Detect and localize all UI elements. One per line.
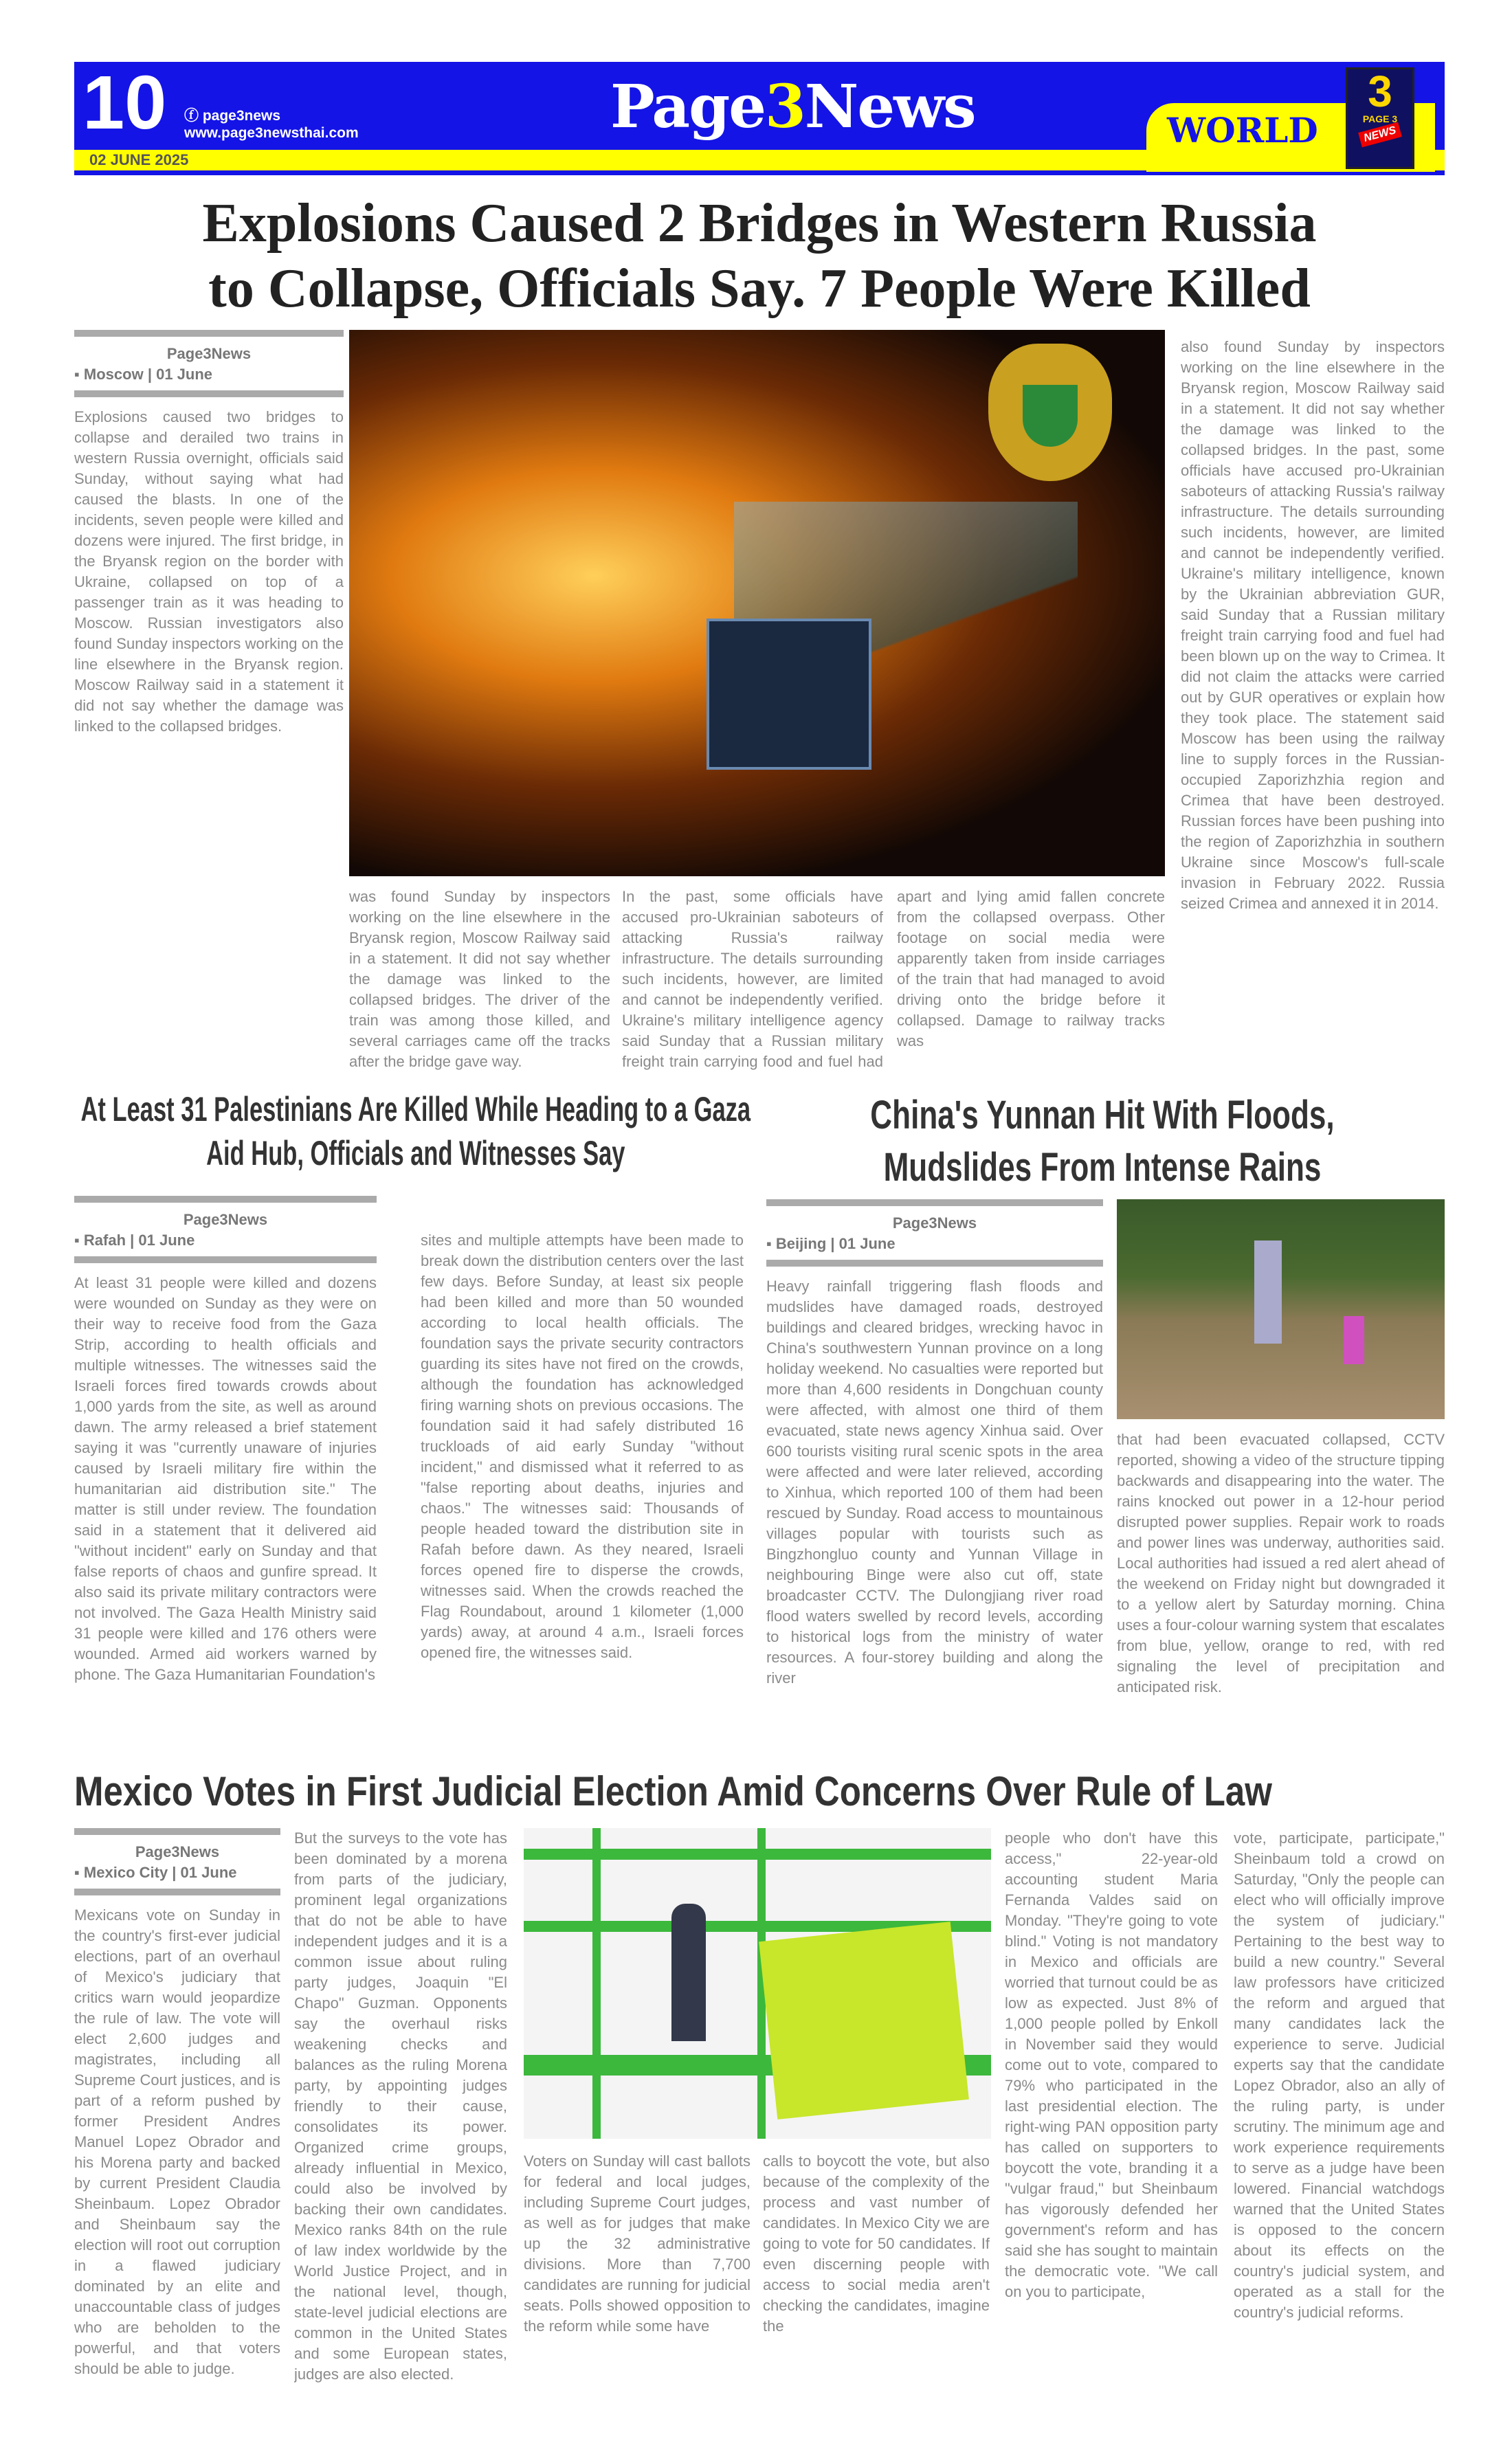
logo-part-news: News (804, 72, 975, 142)
mexico-body-text: But the surveys to the vote has been dominated by a morena from parts of the judiciary, prominent legal organizations that do not be able to have independent judges and it is a common issue about ruling party judges, Joaquin "El Chapo" Guzman. Opponents say the overhaul risks weakening checks and balances as the ruling Morena party, by appointing judges friendly to their cause, consolidates its power. Organized crime groups, already influential in Mexico, could also be involved by backing their own candidates. Mexico ranks 84th on the rule of law index worldwide by the World Justice Project, and in the national level, though, state-level judicial elections are common in the United States and some European states, judges are also elected. (294, 1829, 507, 2383)
russia-body-text: In the past, some officials have accused pro-Ukrainian saboteurs of attacking Russia's railway infrastructure. The details surrounding such incidents, however, are limited and cannot be independently verified. Ukraine's military intelligence agency said Sunday that a Russian military freight train carrying food and fuel had (622, 888, 883, 1070)
masthead (74, 62, 1445, 175)
china-headline (763, 1089, 1442, 1194)
russia-headline (74, 191, 1445, 322)
russia-dateline: ▪ Moscow | 01 June (74, 364, 344, 397)
issue-date: 02 JUNE 2025 (89, 151, 189, 168)
russia-column-3 (622, 887, 883, 1072)
photo-person (1344, 1316, 1364, 1364)
badge-number: 3 (1368, 67, 1392, 116)
china-column-1 (766, 1199, 1103, 1749)
mexico-column-3 (524, 2151, 751, 2385)
facebook-icon: ⓕ (184, 108, 203, 124)
emblem-eagle-icon (988, 344, 1112, 481)
china-byline: Page3News (766, 1199, 1103, 1234)
mexico-body-text: Voters on Sunday will cast ballots for federal and local judges, including Supreme Court judges, as well as for judges that make up the 32 administrative divisions. More than 7,700 candidates are running for judicial seats. Polls showed opposition to the reform while some have (524, 2152, 751, 2335)
mexico-column-4 (763, 2151, 990, 2385)
mexico-body-text: Mexicans vote on Sunday in the country's first-ever judicial elections, part of an overhaul of Mexico's judiciary that critics warn would jeopardize the rule of law. The vote will elect 2,600 judges and magistrates, including all Supreme Court justices, and is part of a reform pushed by former President Andres Manuel Lopez Obrador and his Morena party and backed by current President Claudia Sheinbaum. Lopez Obrador and Sheinbaum say the election will root out corruption in a flawed judiciary dominated by an elite and unaccountable class of judges who are beholden to the powerful, and that voters should be able to judge. (74, 1906, 280, 2377)
china-headline-line1: China's Yunnan Hit With Floods, (870, 1093, 1335, 1137)
china-column-2 (1117, 1429, 1445, 1752)
russia-body-text: apart and lying amid fallen concrete from the collapsed overpass. Other footage on social media were apparently taken from inside carriages of the train that had managed to avoid driving onto the bridge before it collapsed. Damage to railway tracks was (897, 888, 1165, 1049)
russia-dateline-text: Moscow | 01 June (83, 366, 213, 383)
page-number: 10 (82, 60, 167, 145)
gaza-headline: At Least 31 Palestinians Are Killed While Heading to a Gaza Aid Hub, Officials and Witnesses Say (80, 1090, 751, 1172)
gaza-dateline-text: Rafah | 01 June (83, 1232, 195, 1249)
china-dateline: ▪ Beijing | 01 June (766, 1234, 1103, 1267)
facebook-handle-text: page3news (202, 108, 281, 124)
gaza-dateline: ▪ Rafah | 01 June (74, 1230, 377, 1263)
election-poster (759, 1922, 969, 2119)
russia-headline-line2: to Collapse, Officials Say. 7 People Were Killed (208, 258, 1311, 319)
china-dateline-text: Beijing | 01 June (775, 1235, 896, 1252)
page3-badge-logo (1346, 67, 1414, 169)
russia-body-text: also found Sunday by inspectors working on the line elsewhere in the Bryansk region, Moscow Railway said in a statement. It did not say whether the damage was linked to the collapsed bridges. In the past, some officials have accused pro-Ukrainian saboteurs of attacking Russia's railway infrastructure. The details surrounding such incidents, however, are limited and cannot be independently verified. Ukraine's military intelligence, known by the Ukrainian abbreviation GUR, said Sunday that a Russian military freight train carrying food and fuel had been blown up on the way to Crimea. It did not claim the attacks were carried out by GUR operatives or explain how they took place. The statement said Moscow has been using the railway line to supply forces in the Russian-occupied Zaporizhzhia region and Crimea that have been destroyed. Russian forces have been pushing into the region of Zaporizhzhia in southern Ukraine since Moscow's full-scale invasion in February 2022. Russia seized Crimea and annexed it in 2014. (1181, 338, 1445, 912)
russia-column-1 (74, 330, 344, 1072)
china-body-text: Heavy rainfall triggering flash floods and mudslides have damaged roads, destroyed buildings and cleared bridges, wrecking havoc in China's southwestern Yunnan province on a long holiday weekend. No casualties were reported but more than 4,600 residents in Dongchuan county were affected, with almost one third of them evacuated, state news agency Xinhua said. Over 600 tourists visiting rural scenic spots in the area were affected and were later relieved, according to Xinhua, which reported 100 of them had been rescued by Sunday. Road access to mountainous villages popular with tourists such as Bingzhongluo county and Yunnan Village in neighbouring Binge were also cut off, state broadcaster CCTV. The Dulongjiang river road flood waters swelled by record levels, according to historical logs from the ministry of water resources. A four-storey building and along the river (766, 1278, 1103, 1687)
photo-post (592, 1828, 601, 2139)
mexico-body-text: vote, participate, participate," Sheinbaum told a crowd on Saturday, "Only the people can elect who will officially improve the system of judiciary." Pertaining to the best way to build a new country." Several law professors have criticized the reform and argued that many candidates lack the experience to serve. Judicial experts say that the candidate Lopez Obrador, also an ally of the ruling party, is under scrutiny. The minimum age and work experience requirements to serve as a judge have been lowered. Financial watchdogs warned that the United States is opposed to the concern about its effects on the country's judicial system, and operated as a stall for the country's judicial reforms. (1234, 1829, 1445, 2321)
china-headline-line2: Mudslides From Intense Rains (883, 1145, 1322, 1190)
mexico-dateline: ▪ Mexico City | 01 June (74, 1862, 280, 1895)
russia-headline-line1: Explosions Caused 2 Bridges in Western Russia (202, 193, 1317, 254)
mexico-column-1 (74, 1828, 280, 2385)
russia-body-text: Explosions caused two bridges to collapse and derailed two trains in western Russia overnight, officials said Sunday, without saying what had caused the blasts. In one of the incidents, seven people were killed and dozens were injured. The first bridge, in the Bryansk region on the border with Ukraine, collapsed on top of a passenger train as it was heading to Moscow. Russian investigators also found Sunday inspectors working on the line elsewhere in the Bryansk region. Moscow Railway said in a statement it did not say whether the damage was linked to the collapsed bridges. (74, 408, 344, 735)
russia-column-5 (1181, 337, 1445, 1065)
russia-byline: Page3News (74, 330, 344, 364)
mexico-body-text: calls to boycott the vote, but also because of the complexity of the process and vast number of candidates. In Mexico City we are going to vote for 50 candidates. If even discerning people with access to social media aren't checking the candidates, imagine the (763, 2152, 990, 2335)
facebook-handle[interactable] (184, 104, 280, 125)
website-link[interactable]: www.page3newsthai.com (184, 125, 359, 141)
gaza-body-text: sites and multiple attempts have been made to break down the distribution centers over the last few days. Before Sunday, at least six people had been killed and more than 50 wounded according to local health officials. The foundation says the private security contractors guarding its sites have not fired on the crowds, although the foundation has acknowledged firing warning shots on previous occasions. The foundation said it had safely distributed 16 truckloads of aid early Sunday "without incident," and dismissed what it referred to as "false reporting about deaths, injuries and chaos." The witnesses said: Thousands of people headed toward the distribution site in Rafah before dawn. As they neared, Israeli forces opened fire to disperse the crowds, witnesses said. When the crowds reached the Flag Roundabout, around 1 kilometer (1,000 yards) away, at around 4 a.m., Israeli forces opened fire, the witnesses said. (421, 1232, 744, 1661)
badge-news: NEWS (1358, 122, 1402, 148)
photo-train-car (707, 619, 871, 770)
badge-label: PAGE 3 (1362, 113, 1398, 124)
newspaper-logo (610, 72, 975, 142)
mexico-body-text: people who don't have this access," 22-year-old accounting student Maria Fernanda Valdes said on Monday. "They're going to vote blind." Voting is not mandatory in Mexico and officials are worried that turnout could be as low as expected. Just 8% of 1,000 people polled by Enkoll in November said they would come out to vote, compared to 79% who participated in the last presidential election. The right-wing PAN opposition party has called on supporters to boycott the vote, branding it a "vulgar fraud," but Sheinbaum has vigorously defended her government's reform and has said she has sought to maintain the democratic vote. "We call on you to participate, (1005, 1829, 1218, 2300)
russia-bridge-collapse-photo (349, 330, 1165, 876)
mexico-byline: Page3News (74, 1828, 280, 1862)
russia-body-text: was found Sunday by inspectors working on the line elsewhere in the Bryansk region, Moscow Railway said in a statement. It did not say whether the damage was linked to the collapsed bridges. The driver of the train was among those killed, and several carriages came off the tracks after the bridge gave way. (349, 888, 610, 1070)
mexico-column-2 (294, 1828, 507, 2385)
mexico-election-photo (524, 1828, 991, 2139)
logo-part-page: Page (610, 72, 765, 142)
logo-part-3: 3 (764, 72, 805, 142)
mexico-headline: Mexico Votes in First Judicial Election Amid Concerns Over Rule of Law (74, 1768, 1272, 1814)
gaza-column-1 (74, 1196, 377, 1752)
gaza-column-2 (421, 1230, 744, 1752)
russia-column-4 (897, 887, 1165, 1072)
section-label: WORLD (1167, 110, 1318, 151)
gaza-body-text: At least 31 people were killed and dozens were wounded on Sunday as they were on their way to receive food from the Gaza Strip, according to health officials and multiple witnesses. The witnesses said the Israeli forces fired towards crowds about 1,000 yards from the site, as well as around dawn. The army released a brief statement saying it was "currently unaware of injuries caused by Israeli military fire within the humanitarian aid distribution site." The matter is still under review. The foundation said in a statement that it delivered aid "without incident" early on Sunday and that false reports of chaos and gunfire spread. It also said its private military contractors were not involved. The Gaza Health Ministry said 31 people were killed and 176 others were wounded. Armed aid workers warned by phone. The Gaza Humanitarian Foundation's (74, 1274, 377, 1683)
gaza-byline: Page3News (74, 1196, 377, 1230)
mexico-dateline-text: Mexico City | 01 June (83, 1864, 237, 1881)
photo-person (671, 1904, 706, 2041)
mexico-column-5 (1005, 1828, 1218, 2385)
china-body-text: that had been evacuated collapsed, CCTV reported, showing a video of the structure tipping backwards and disappearing into the water. The rains knocked out power in a 12-hour period disrupted power supplies. Repair work to roads and power lines was underway, authorities said. Local authorities had issued a red alert ahead of the weekend on Friday night but downgraded it to a yellow alert by Saturday morning. China uses a four-colour warning system that escalates from blue, yellow, orange to red, with red signaling the level of precipitation and anticipated risk. (1117, 1431, 1445, 1695)
photo-building (1254, 1240, 1282, 1344)
china-flood-photo (1117, 1199, 1445, 1419)
russia-column-2 (349, 887, 610, 1072)
mexico-column-6 (1234, 1828, 1445, 2385)
